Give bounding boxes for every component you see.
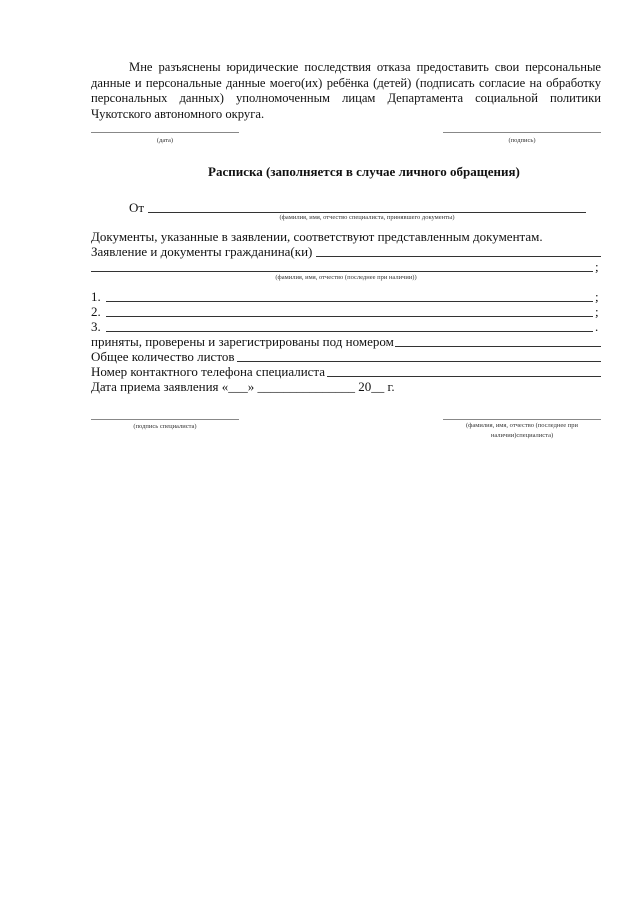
accepted-line (395, 346, 601, 347)
phone-label: Номер контактного телефона специалиста (91, 364, 326, 379)
accepted-label: приняты, проверены и зарегистрированы под номером (91, 334, 394, 349)
list-item-2-num: 2. (91, 304, 101, 319)
list-item-1-end: ; (595, 289, 599, 304)
list-item-1-num: 1. (91, 289, 101, 304)
list-item-3-num: 3. (91, 319, 101, 334)
specialist-name-line (443, 419, 601, 420)
specialist-name-caption-2: наличии)специалиста) (490, 432, 554, 439)
date-caption: (дата) (156, 137, 174, 144)
date-label: Дата приема заявления «___» _______________ 20__ г. (91, 379, 395, 394)
specialist-signature-line (91, 419, 239, 420)
sheets-label: Общее количество листов (91, 349, 235, 364)
specialist-name-caption-1: (фамилия, имя, отчество (последнее при (466, 422, 578, 429)
from-line (148, 212, 586, 213)
signature-caption: (подпись) (508, 137, 536, 144)
citizen-label: Заявление и документы гражданина(ки) (91, 244, 313, 259)
list-item-2-line (106, 316, 593, 317)
receipt-title: Расписка (заполняется в случае личного обращения) (208, 164, 520, 179)
specialist-signature-caption: (подпись специалиста) (133, 423, 197, 430)
citizen-caption: (фамилия, имя, отчество (последнее при наличии)) (275, 274, 417, 281)
date-line (91, 132, 239, 133)
citizen-line-end: ; (595, 259, 599, 274)
list-item-3-line (106, 331, 593, 332)
citizen-line-2 (91, 271, 593, 272)
from-label: От (129, 200, 145, 215)
intro-paragraph: Мне разъяснены юридические последствия отказа предоставить свои персональные данные и персональные данные моего(их) ребёнка (детей) (подписать согласие на обработку персональных данных) уполномоченным лицам Департамента социальной политики Чукотского автономного округа. (91, 60, 601, 121)
list-item-2-end: ; (595, 304, 599, 319)
citizen-line-1 (316, 256, 601, 257)
docs-statement: Документы, указанные в заявлении, соответствуют представленным документам. (91, 229, 543, 244)
from-caption: (фамилия, имя, отчество специалиста, принявшего документы) (279, 214, 455, 221)
signature-line (443, 132, 601, 133)
phone-line (327, 376, 601, 377)
list-item-1-line (106, 301, 593, 302)
sheets-line (237, 361, 601, 362)
list-item-3-end: . (595, 319, 599, 334)
